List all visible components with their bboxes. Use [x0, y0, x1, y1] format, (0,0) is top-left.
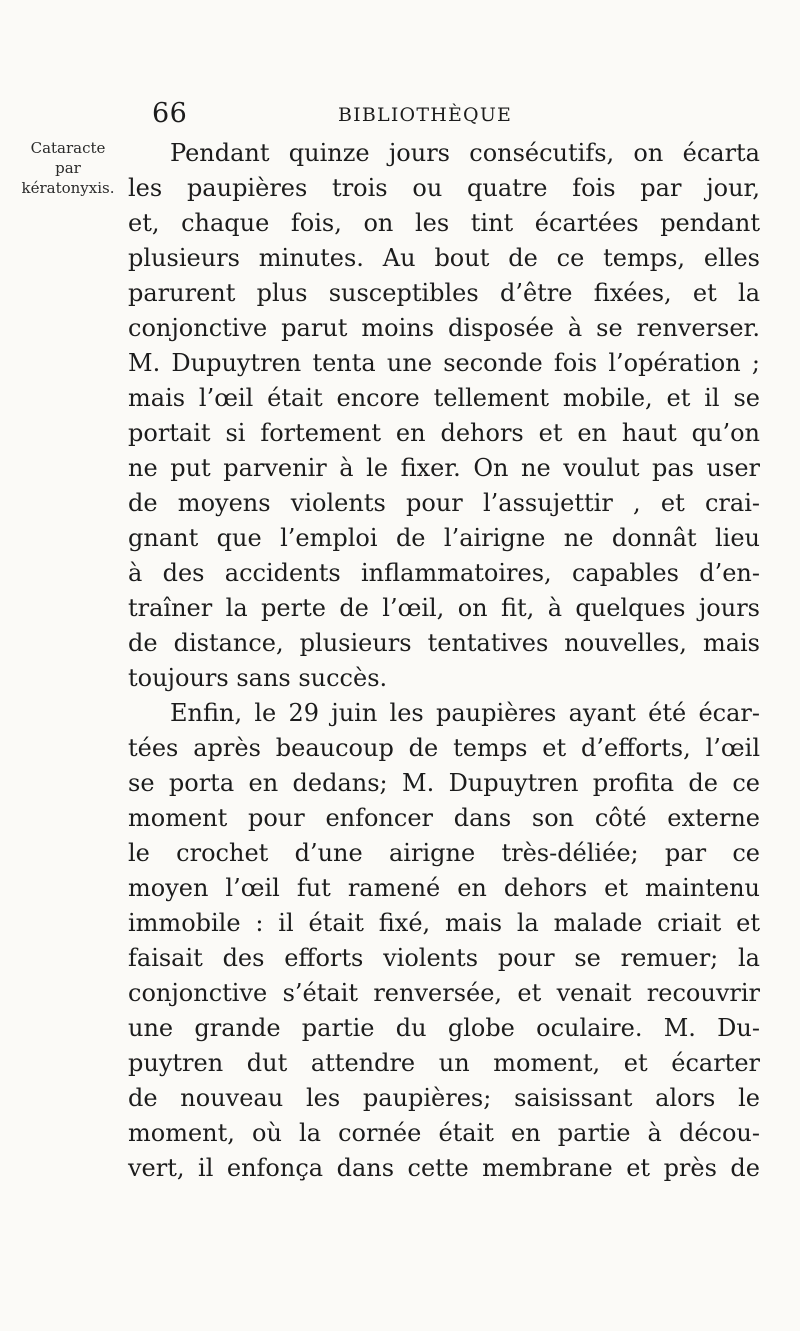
text-line: toujours sans succès. [128, 664, 388, 692]
text-line: ne put parvenir à le fixer. On ne voulut pas user [128, 454, 760, 482]
text-line: mais l’œil était encore tellement mobile, et il se [128, 384, 760, 412]
margin-note-line: kératonyxis. [21, 179, 115, 197]
text-line: à des accidents inflammatoires, capables d’en- [128, 559, 760, 587]
body-text [128, 136, 760, 1186]
text-line: plusieurs minutes. Au bout de ce temps, elles [128, 244, 760, 272]
page-header [0, 98, 800, 128]
page-number: 66 [152, 98, 188, 129]
text-line: M. Dupuytren tenta une seconde fois l’opération ; [128, 349, 760, 377]
text-line: moyen l’œil fut ramené en dehors et maintenu [128, 874, 760, 902]
text-line: vert, il enfonça dans cette membrane et près de [128, 1154, 760, 1182]
text-line: de nouveau les paupières; saisissant alors le [128, 1084, 760, 1112]
text-line: les paupières trois ou quatre fois par jour, [128, 174, 760, 202]
text-line: et, chaque fois, on les tint écartées pendant [128, 209, 760, 237]
margin-note [18, 138, 118, 198]
text-line: moment, où la cornée était en partie à décou- [128, 1119, 760, 1147]
text-line: de distance, plusieurs tentatives nouvelles, mais [128, 629, 760, 657]
text-line: faisait des efforts violents pour se remuer; la [128, 944, 760, 972]
text-line: conjonctive s’était renversée, et venait recouvrir [128, 979, 760, 1007]
text-line: parurent plus susceptibles d’être fixées, et la [128, 279, 760, 307]
margin-note-line: Cataracte [30, 139, 106, 157]
text-line: Pendant quinze jours consécutifs, on écarta [170, 139, 760, 167]
text-line: portait si fortement en dehors et en haut qu’on [128, 419, 760, 447]
text-line: une grande partie du globe oculaire. M. Du- [128, 1014, 760, 1042]
text-line: de moyens violents pour l’assujettir , et crai- [128, 489, 760, 517]
text-line: gnant que l’emploi de l’airigne ne donnât lieu [128, 524, 760, 552]
text-line: se porta en dedans; M. Dupuytren profita de ce [128, 769, 760, 797]
margin-note-line: par [55, 159, 81, 177]
text-line: tées après beaucoup de temps et d’efforts, l’œil [128, 734, 760, 762]
text-line: le crochet d’une airigne très-déliée; par ce [128, 839, 760, 867]
running-head: BIBLIOTHÈQUE [338, 104, 513, 126]
text-line: traîner la perte de l’œil, on fit, à quelques jours [128, 594, 760, 622]
text-line: puytren dut attendre un moment, et écarter [128, 1049, 760, 1077]
text-line: Enfin, le 29 juin les paupières ayant été écar- [170, 699, 760, 727]
text-line: moment pour enfoncer dans son côté externe [128, 804, 760, 832]
text-line: conjonctive parut moins disposée à se renverser. [128, 314, 760, 342]
text-line: immobile : il était fixé, mais la malade criait et [128, 909, 760, 937]
